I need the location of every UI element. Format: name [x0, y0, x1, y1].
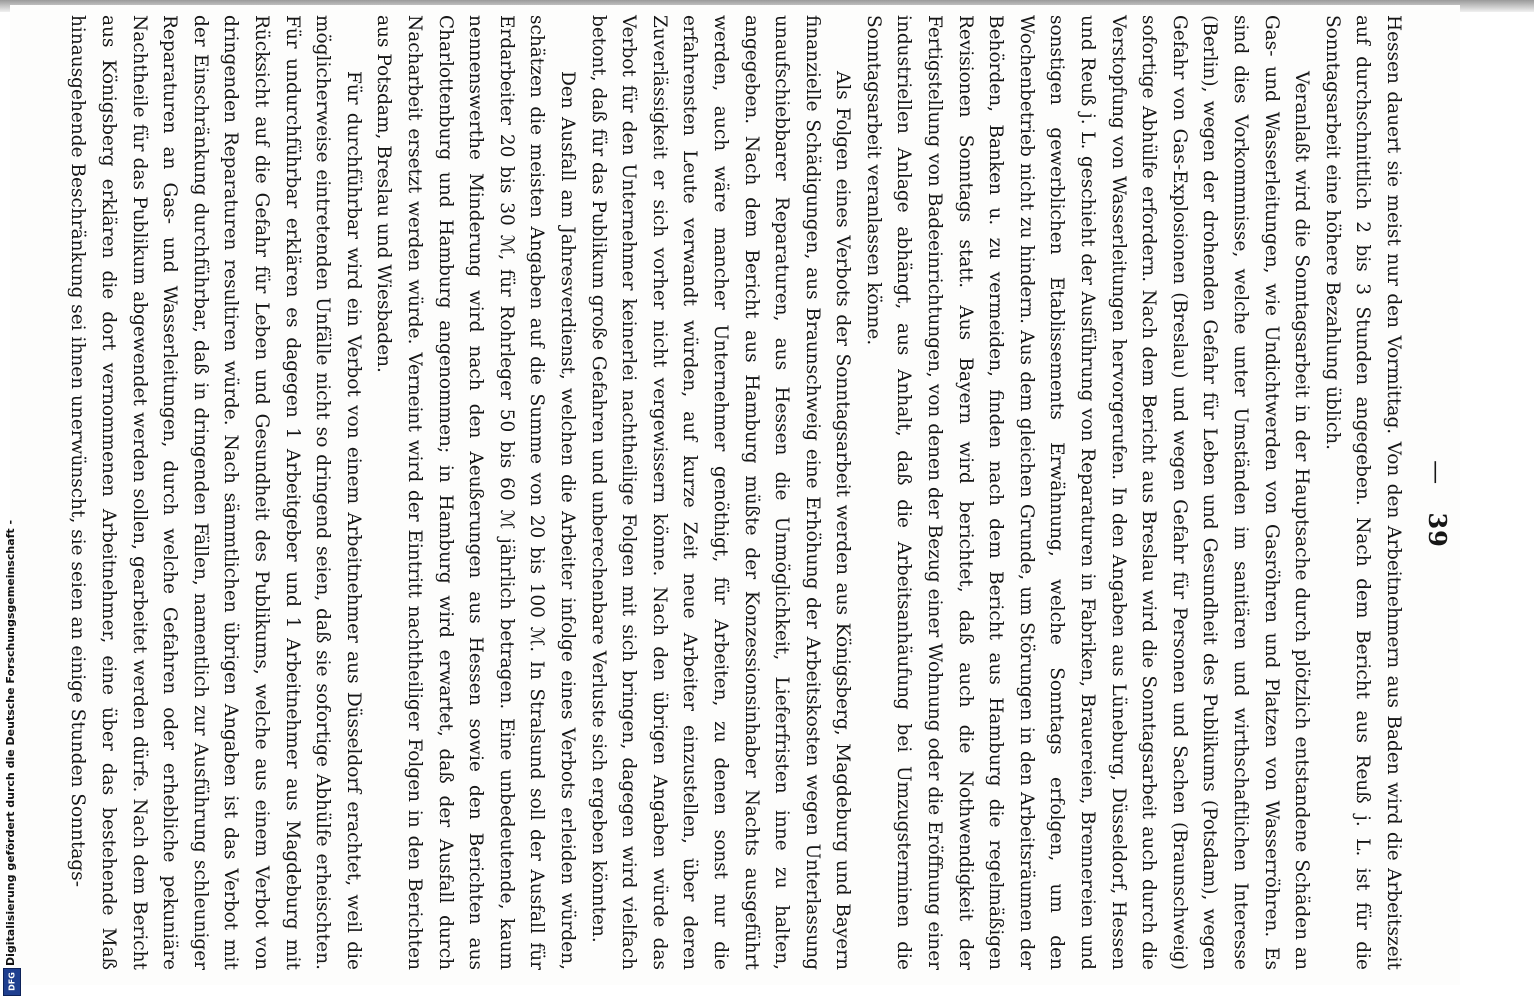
credit-text: Digitalisierung gefördert durch die Deutsche Forschungsgemeinschaft - [4, 519, 17, 966]
paragraph-continuation: Hessen dauert sie meist nur den Vormittag. Von den Arbeitnehmern aus Baden wird die Arbeitszeit auf durchschnittlich 2 bis 3 Stunden angegeben. Nach dem Bericht aus Reuß j. L. ist für die Sonntagsarbeit eine höhere Bezahlung üblich. [1321, 15, 1404, 970]
page-header [1423, 5, 1452, 985]
paragraph-consequences: Als Folgen eines Verbots der Sonntagsarbeit werden aus Königsberg, Magdeburg und Bayern finanzielle Schädigungen, aus Braunschweig eine Erhöhung der Arbeitskosten wegen Unterlassung unaufschiebbarer Reparaturen, aus Hessen die Unmöglichkeit, Lieferfristen inne zu halten, angegeben. Nach dem Bericht aus Hamburg müßte der Konzessionsinhaber Nachts ausgeführt werden, auch wäre mancher Unternehmer genöthigt, für Arbeiten, zu denen sonst nur die erfahrensten Leute verwandt würden, auf kurze Zeit neue Arbeiter einzustellen, über deren Zuverlässigkeit er sich vorher nicht vergewissern könne. Nach den übrigen Angaben würde das Verbot für den Unternehmer keinerlei nachtheilige Folgen mit sich bringen, dagegen wird vielfach betont, daß für das Publikum große Gefahren und unberechenbare Verluste sich ergeben könnten. [587, 15, 854, 970]
scanned-page [10, 5, 1460, 985]
paragraph-causes: Veranlaßt wird die Sonntagsarbeit in der Hauptsache durch plötzlich entstandene Schäden an Gas- und Wasserleitungen, wie Undichtwerden von Gasröhren und Platzen von Wasserröhren. Es sind dies Vorkommnisse, welche unter Umständen im sanitären und wirthschaftlichen Interesse (Berlin), wegen der drohenden Gefahr für Leben und Gesundheit des Publikums (Potsdam), wegen Gefahr von Gas-Explosionen (Breslau) und wegen Gefahr für Personen und Sachen (Braunschweig) sofortige Abhülfe erfordern. Nach dem Bericht aus Breslau wird die Sonntagsarbeit auch durch die Verstopfung von Wasserleitungen hervorgerufen. In den Angaben aus Lüneburg, Düsseldorf, Hessen und Reuß j. L. geschieht der Ausführung von Reparaturen in Fabriken, Brauereien, Brennereien und sonstigen gewerblichen Etablissements Erwähnung, welche Sonntags erfolgen, um den Wochenbetrieb nicht zu hindern. Aus dem gleichen Grunde, um Störungen in den Arbeitsräumen der Behörden, Banken u. zu vermeiden, finden nach dem Bericht aus Hamburg die regelmäßigen Revisionen Sonntags statt. Aus Bayern wird berichtet, daß auch die Nothwendigkeit der Fertigstellung von Badeeinrichtungen, von denen der Bezug einer Wohnung oder die Eröffnung einer industriellen Anlage abhängt, aus Anhalt, daß die Arbeitsanhäufung bei Umzugsterminen die Sonntagsarbeit veranlassen könne. [862, 15, 1313, 970]
page-body [62, 15, 1408, 970]
dfg-logo-label: DFG [7, 972, 17, 991]
page-number: 39 [1423, 512, 1452, 548]
paragraph-feasibility: Für durchführbar wird ein Verbot von einem Arbeitnehmer aus Düsseldorf erachtet, weil die möglicherweise eintretenden Unfälle nicht so dringend seien, daß sie sofortige Abhülfe erheischten. Für undurchführbar erklären es dagegen 1 Arbeitgeber und 1 Arbeitnehmer aus Magdeburg mit Rücksicht auf die Gefahr für Leben und Gesundheit des Publikums, welche aus einem Verbot von dringenden Reparaturen resultiren würde. Nach sämmtlichen übrigen Angaben ist das Verbot mit der Einschränkung durchführbar, daß in dringenden Fällen, namentlich zur Ausführung schleuniger Reparaturen an Gas- und Wasserleitungen, durch welche Gefahren oder erhebliche pekuniäre Nachtheile für das Publikum abgewendet werden sollen, gearbeitet werden dürfe. Nach dem Bericht aus Königsberg erklären die dort vernommenen Arbeitnehmer, eine über das bestehende Maß hinausgehende Beschränkung sei ihnen unerwünscht, sie seien an einige Stunden Sonntags- [67, 15, 364, 970]
page-number-dash: — [1423, 460, 1451, 486]
dfg-logo-icon [3, 968, 21, 996]
paragraph-income-loss: Den Ausfall am Jahresverdienst, welchen die Arbeiter infolge eines Verbots erleiden würden, schätzen die meisten Angaben auf die Summe von 20 bis 100 ℳ. In Stralsund soll der Ausfall für Erdarbeiter 20 bis 30 ℳ, für Rohrleger 50 bis 60 ℳ jährlich betragen. Eine unbedeutende, kaum nennenswerthe Minderung wird nach den Aeußerungen aus Hessen sowie den Berichten aus Charlottenburg und Hamburg angenommen; in Hamburg wird erwartet, daß der Ausfall durch Nacharbeit ersetzt werden würde. Verneint wird der Eintritt nachtheiliger Folgen in den Berichten aus Potsdam, Breslau und Wiesbaden. [373, 15, 578, 970]
digitization-credit [0, 0, 22, 1000]
